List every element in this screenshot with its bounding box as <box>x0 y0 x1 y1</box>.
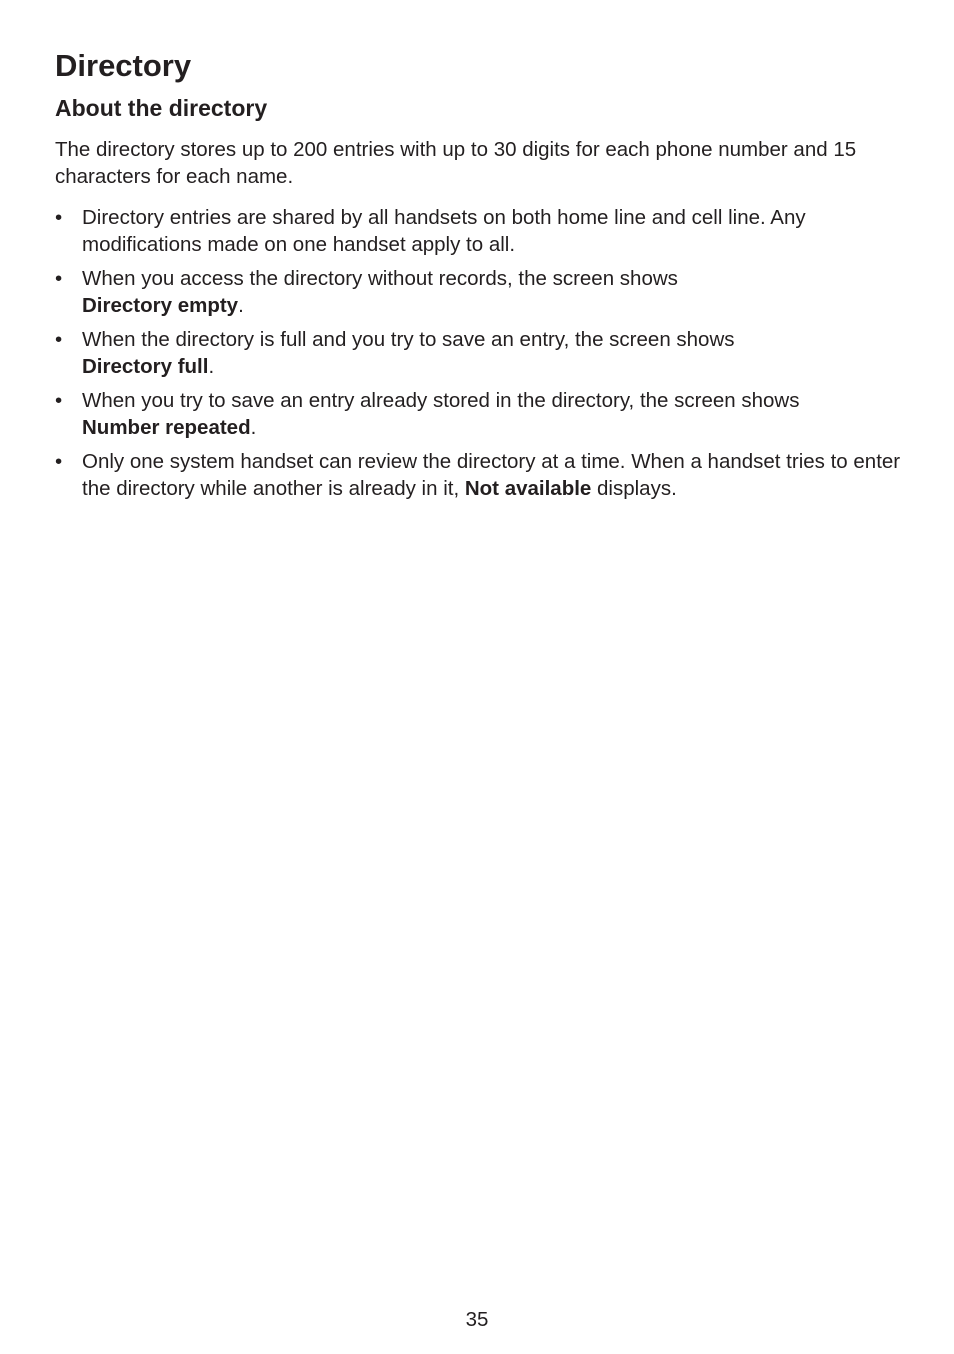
bullet-list <box>55 204 905 502</box>
bullet-text-end: displays. <box>591 477 677 500</box>
bullet-bold-text: Not available <box>464 477 592 500</box>
bullet-item-not-available <box>55 448 905 502</box>
bullet-bold-text: Directory full <box>82 355 209 378</box>
bullet-item-directory-empty <box>55 265 905 319</box>
bullet-text: When the directory is full and you try to save an entry, the screen shows <box>82 328 735 351</box>
bullet-item-directory-full <box>55 326 905 380</box>
page-number: 35 <box>465 1308 489 1331</box>
bullet-icon: • <box>55 206 63 229</box>
bullet-bold-text: Number repeated <box>82 416 251 439</box>
page-content <box>55 44 905 509</box>
bullet-item-number-repeated <box>55 387 905 441</box>
bullet-bold-text: Directory empty <box>82 294 239 317</box>
bullet-icon: • <box>55 328 63 351</box>
bullet-item-shared-entries <box>55 204 905 258</box>
bullet-text-end: . <box>238 294 244 317</box>
bullet-text: Only one system handset can review the directory at a time. When a handset tries to enter the directory while another is already in it, <box>82 450 901 500</box>
bullet-icon: • <box>55 267 63 290</box>
page-title: Directory <box>55 48 192 83</box>
intro-paragraph: The directory stores up to 200 entries with up to 30 digits for each phone number and 15 characters for each name. <box>55 138 857 188</box>
bullet-icon: • <box>55 389 63 412</box>
bullet-text-end: . <box>208 355 215 378</box>
bullet-icon: • <box>55 450 63 473</box>
section-heading: About the directory <box>55 95 268 121</box>
bullet-text: When you access the directory without records, the screen shows <box>82 267 678 290</box>
bullet-text: When you try to save an entry already stored in the directory, the screen shows <box>82 389 800 412</box>
bullet-text-end: . <box>250 416 257 439</box>
bullet-text: Directory entries are shared by all handsets on both home line and cell line. Any modifications made on one handset apply to all. <box>82 206 806 256</box>
